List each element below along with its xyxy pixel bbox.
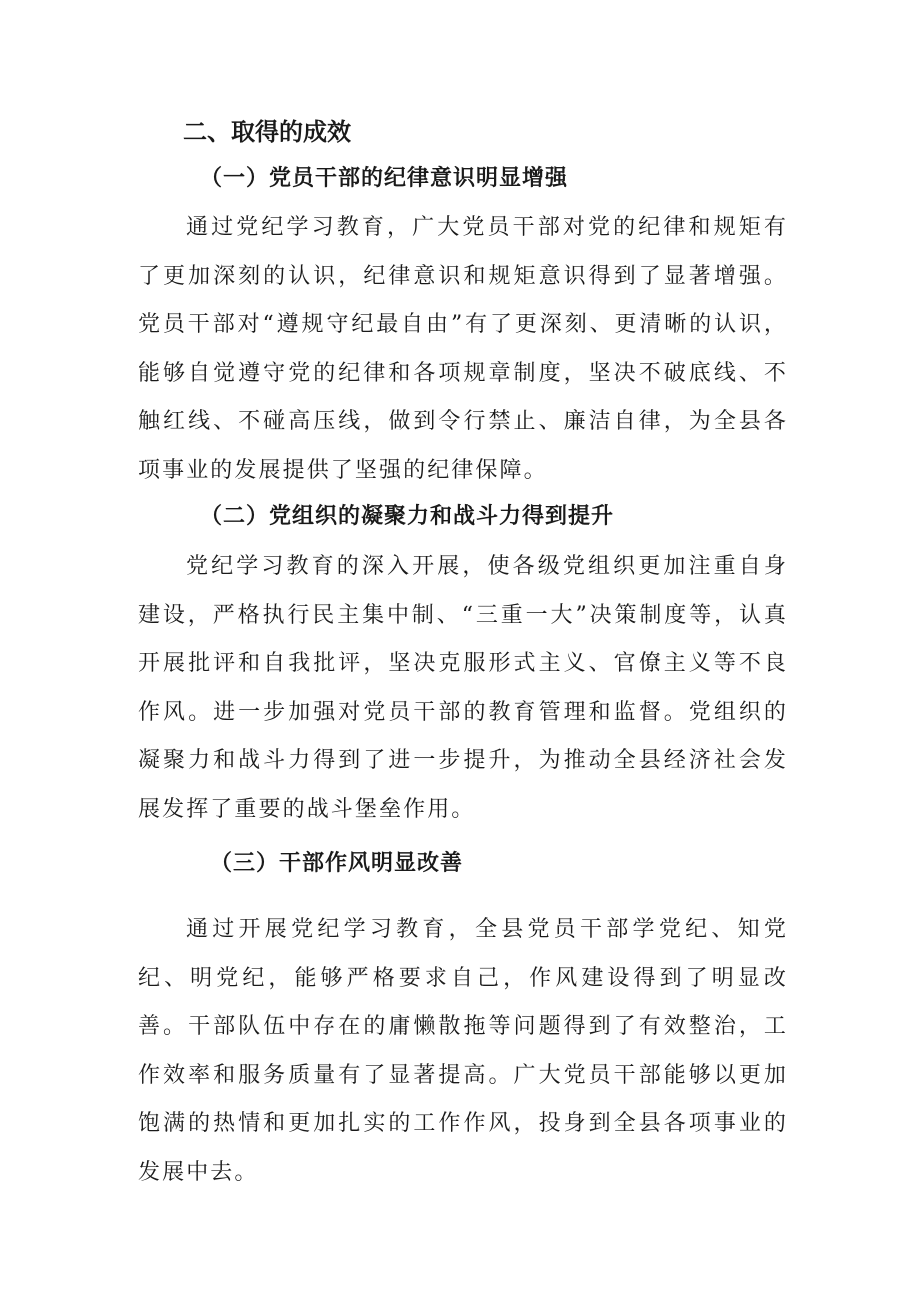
subsection-paragraph-2: 党纪学习教育的深入开展，使各级党组织更加注重自身建设，严格执行民主集中制、“三重一大”决策制度等，认真开展批评和自我批评，坚决克服形式主义、官僚主义等不良作风。进一步加强对党员干部的教育管理和监督。党组织的凝聚力和战斗力得到了进一步提升，为推动全县经济社会发展发挥了重要的战斗堡垒作用。 <box>138 554 788 822</box>
subsection-paragraph-3: 通过开展党纪学习教育，全县党员干部学党纪、知党纪、明党纪，能够严格要求自己，作风建设得到了明显改善。干部队伍中存在的庸懒散拖等问题得到了有效整治，工作效率和服务质量有了显著提高。广大党员干部能够以更加饱满的热情和更加扎实的工作作风，投身到全县各项事业的发展中去。 <box>138 917 788 1185</box>
subsection-heading-3: （三）干部作风明显改善 <box>210 850 464 876</box>
subsection-heading-2: （二）党组织的凝聚力和战斗力得到提升 <box>200 503 615 529</box>
subsection-paragraph-1: 通过党纪学习教育，广大党员干部对党的纪律和规矩有了更加深刻的认识，纪律意识和规矩意识得到了显著增强。党员干部对“遵规守纪最自由”有了更深刻、更清晰的认识，能够自觉遵守党的纪律和各项规章制度，坚决不破底线、不触红线、不碰高压线，做到令行禁止、廉洁自律，为全县各项事业的发展提供了坚强的纪律保障。 <box>138 215 788 483</box>
subsection-heading-1: （一）党员干部的纪律意识明显增强 <box>200 165 569 191</box>
section-heading: 二、取得的成效 <box>183 118 351 146</box>
